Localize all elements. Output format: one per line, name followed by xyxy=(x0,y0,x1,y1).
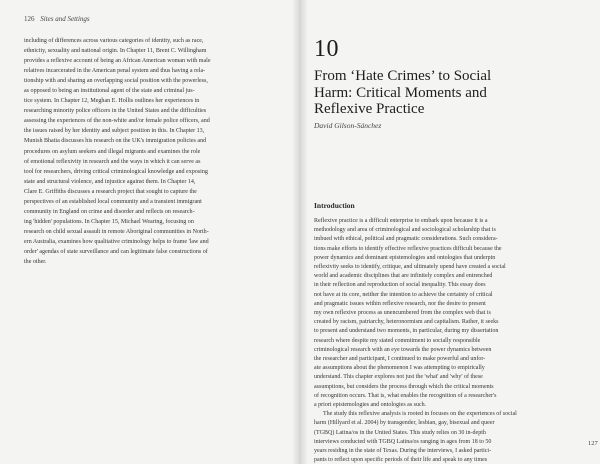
paragraph xyxy=(314,217,586,410)
chapter-title-line: Reflexive Practice xyxy=(314,101,425,117)
text-line: of recognition occurs. That is, what enables the recognition of a researcher's xyxy=(314,392,497,399)
text-line: imbued with ethical, political and pragmatic considerations. Such considera- xyxy=(314,236,498,243)
text-line: ate assumptions about the phenomenon I was attempting to empirically xyxy=(314,365,485,372)
text-line: and pragmatic issues within reflexive research, nor the desire to present xyxy=(314,300,486,307)
left-page-number: 126 xyxy=(24,15,35,23)
text-line: tions make efforts to identify effective reflexive practices difficult because the xyxy=(314,245,502,252)
text-line: assumptions, but considers the process through which the critical moments xyxy=(314,383,494,390)
text-line: including of differences across various categories of identity, such as race, xyxy=(24,38,204,44)
text-line: provides a reflexive account of being an African American woman with male xyxy=(24,58,211,65)
text-line: state and structural violence, and injustice against them. In Chapter 14, xyxy=(24,178,196,185)
text-line: the issues raised by her identity and subject position in this. In Chapter 13, xyxy=(24,128,205,135)
text-line: research on child sexual assault in remote Aboriginal communities in North- xyxy=(24,228,209,235)
text-line: understand. This chapter explores not just the 'what' and 'why' of these xyxy=(314,374,483,381)
text-line: the other. xyxy=(24,259,47,266)
text-line: community in England on crime and disorder and reflects on research- xyxy=(24,208,195,215)
text-line: interviews conducted with TGBQ Latina/os ranging in ages from 18 to 50 xyxy=(314,438,492,445)
text-line: relatives incarcerated in the American penal system and thus having a rela- xyxy=(24,68,206,75)
right-page xyxy=(304,0,600,464)
chapter-title-line: Harm: Critical Moments and xyxy=(314,84,487,101)
text-line: world and academic disciplines that are infinitely complex and entrenched xyxy=(314,273,493,280)
text-line: perspectives of an established local community and a transient immigrant xyxy=(24,198,202,205)
text-line: the researcher and participant, I continued to make powerful and unfor- xyxy=(314,356,486,363)
left-body-text xyxy=(24,36,286,267)
text-line: ing 'hidden' populations. In Chapter 15, Michael Wearing, focusing on xyxy=(24,218,194,225)
text-line: not have at its core, neither the intention to achieve the certainty of critical xyxy=(314,291,493,298)
text-line: my own reflexive process as unencumbered from the complex web that is xyxy=(314,310,491,317)
paragraph xyxy=(314,410,586,464)
text-line: order' agendas of state surveillance and can legitimate false constructions of xyxy=(24,248,208,255)
chapter-author: David Gilson-Sánchez xyxy=(314,121,382,130)
left-page xyxy=(0,0,296,464)
text-line: criminological research with an eye towards the power dynamics between xyxy=(314,346,492,353)
text-line: years residing in the state of Texas. During the interviews, I asked partici- xyxy=(314,448,492,455)
text-line: in their reflection and reproduction of social inequality. This essay does xyxy=(314,282,486,289)
text-line: of emotional reflexivity in research and the ways in which it can serve as xyxy=(24,158,201,165)
text-line: ethnicity, sexuality and national origin. In Chapter 11, Brent C. Willingham xyxy=(24,48,207,55)
section-heading: Introduction xyxy=(314,201,355,210)
text-line: tool for researchers, driving critical criminological knowledge and exposing xyxy=(24,168,208,175)
text-line: methodology and area of criminological and sociological scholarship that is xyxy=(314,227,496,234)
text-line: researching minority police officers in the United States and the difficulties xyxy=(24,108,207,115)
text-line: Reflexive practice is a difficult enterprise to embark upon because it is a xyxy=(314,218,488,224)
right-page-number: 127 xyxy=(588,440,598,447)
chapter-title xyxy=(314,68,584,118)
text-line: tionship with and sharing an overlapping social position with the powerless, xyxy=(24,78,208,85)
text-line: research where despite my stated commitment to socially responsible xyxy=(314,337,481,344)
text-line: procedures on asylum seekers and illegal migrants and examines the role xyxy=(24,148,201,155)
text-line: The study this reflexive analysis is rooted in focuses on the experiences of social xyxy=(323,411,517,418)
text-line: Munish Bhatia discusses his research on the UK's immigration policies and xyxy=(24,138,207,145)
text-line: assessing the experiences of the non-white and/or female police officers, and xyxy=(24,118,210,125)
text-line: a priori epistemologies and ontologies as such. xyxy=(314,402,427,409)
right-body-text xyxy=(314,217,586,464)
running-head-title: Sites and Settings xyxy=(40,15,90,23)
text-line: tice system. In Chapter 12, Meghan E. Hollis outlines her experiences in xyxy=(24,98,200,105)
text-line: Clare E. Griffiths discusses a research project that sought to capture the xyxy=(24,188,197,195)
text-line: to present and understand two moments, in particular, during my dissertation xyxy=(314,328,499,335)
text-line: created by racism, patriarchy, heteronormism and capitalism. Rather, it seeks xyxy=(314,319,499,326)
text-line: harm (Hillyard et al. 2004) by transgender, lesbian, gay, bisexual and queer xyxy=(314,420,495,427)
text-line: pants to reflect upon specific periods of their life and speak to any times xyxy=(314,457,488,464)
text-line: power dynamics and dominant epistemologies and ontologies that underpin xyxy=(314,254,496,261)
text-line: (TGBQ) Latina/os in the United States. This study relies on 30 in-depth xyxy=(314,429,486,436)
chapter-number: 10 xyxy=(314,36,339,62)
chapter-title-line: From ‘Hate Crimes’ to Social xyxy=(314,68,492,84)
running-head xyxy=(24,15,90,23)
text-line: as opposed to being an institutional agent of the state and criminal jus- xyxy=(24,88,195,95)
text-line: reflexivity seeks to identify, critique, and ultimately upend have created a social xyxy=(314,264,506,271)
text-line: ern Australia, examines how qualitative criminology helps to frame 'law and xyxy=(24,238,209,245)
